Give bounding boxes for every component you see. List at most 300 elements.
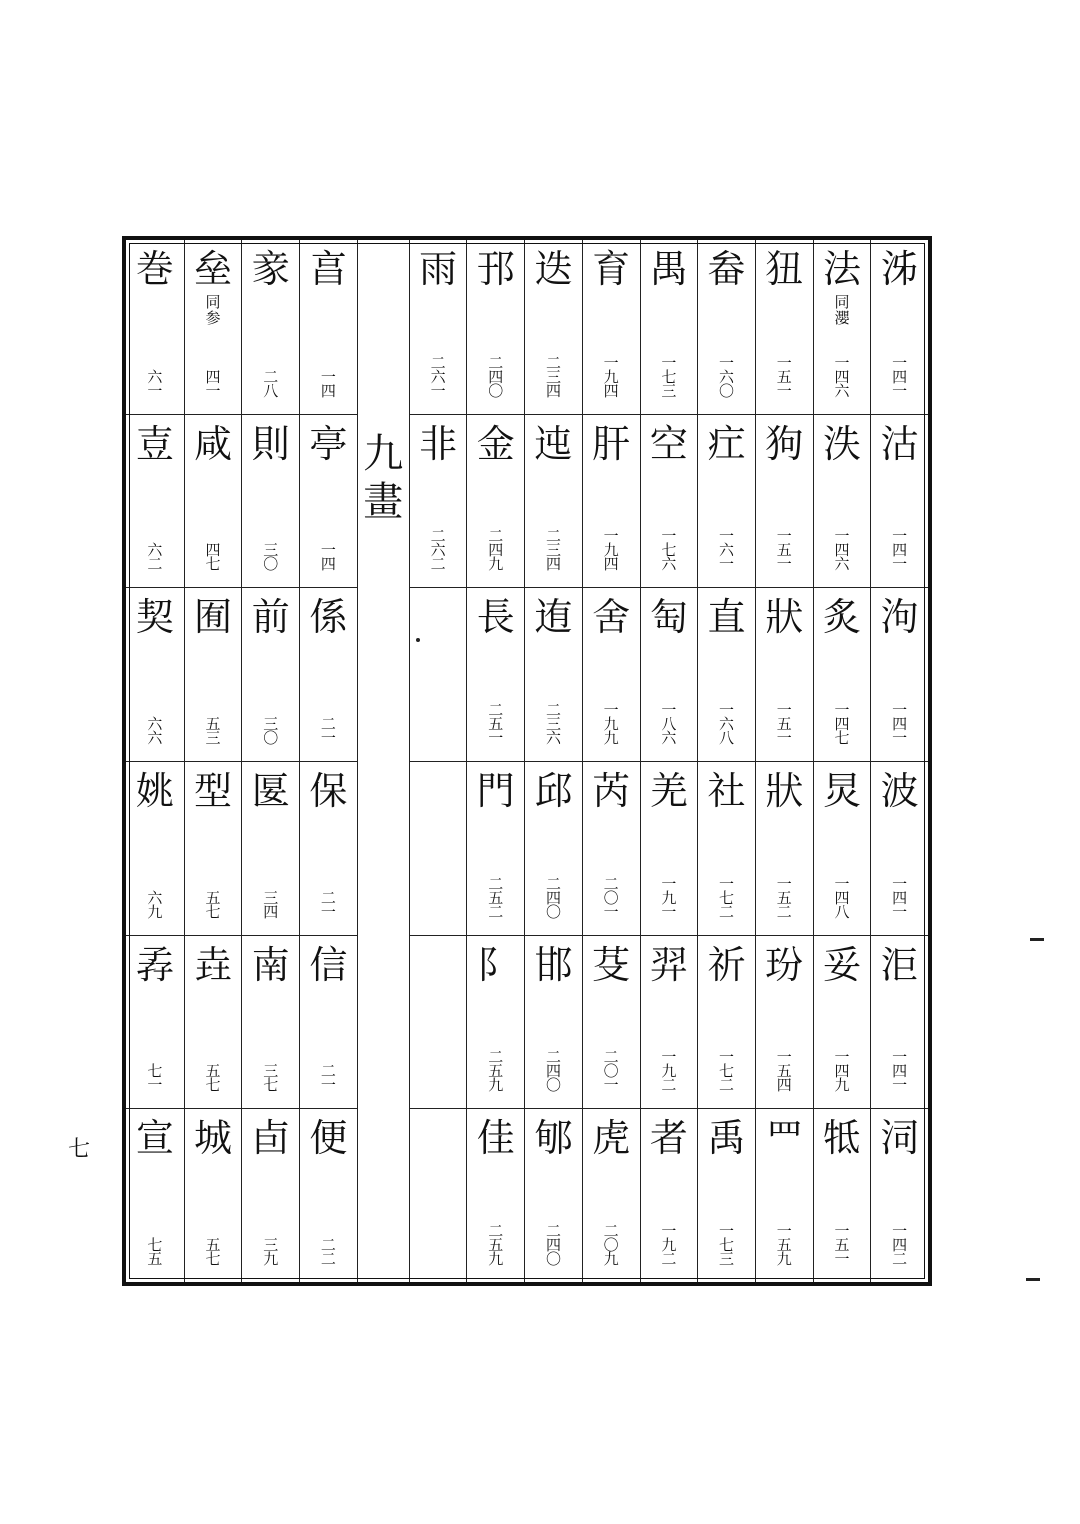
page-ref-digit: 六 (147, 367, 163, 386)
page-ref-digit: 二 (488, 700, 504, 719)
index-entry (583, 1108, 640, 1282)
page-ref-digit: 〇 (719, 381, 735, 400)
page-ref-digit: 九 (661, 888, 677, 907)
index-entry (126, 1108, 184, 1282)
heading-glyph: 九 (363, 431, 404, 477)
entry-page-ref (756, 527, 813, 574)
page-ref-digit: 五 (488, 888, 504, 907)
index-entry (871, 414, 928, 588)
entry-page-ref (525, 1048, 582, 1095)
index-entry (242, 587, 299, 761)
index-entry (185, 587, 242, 761)
page-ref-digit: 八 (719, 728, 735, 747)
entry-character: 雨 (419, 247, 458, 291)
index-entry (242, 935, 299, 1109)
entry-page-ref (126, 714, 184, 747)
page-ref-digit: 一 (892, 527, 908, 546)
page-ref-digit: 一 (776, 353, 792, 372)
page-ref-digit: 一 (776, 527, 792, 546)
entry-page-ref (871, 353, 928, 400)
page-ref-digit: 二 (488, 527, 504, 546)
page-ref-digit: 二 (545, 1221, 561, 1240)
entry-page-ref (185, 888, 242, 921)
page-ref-digit: 一 (430, 381, 446, 400)
entry-character: 虎 (592, 1116, 631, 1161)
index-entry (410, 1108, 467, 1282)
page-ref-digit: 四 (545, 888, 561, 907)
entry-character: 咸 (194, 421, 233, 466)
entry-page-ref (242, 888, 299, 921)
index-entry (525, 240, 582, 414)
page-ref-digit: 五 (776, 541, 792, 560)
page-ref-digit: 一 (892, 728, 908, 747)
page-ref-digit: 五 (776, 367, 792, 386)
index-entry (698, 761, 755, 935)
page-ref-digit: 七 (834, 728, 850, 747)
page-ref-digit: 一 (776, 381, 792, 400)
entry-page-ref (641, 1048, 698, 1095)
page-ref-digit: 四 (488, 541, 504, 560)
page-ref-digit: 九 (263, 1249, 279, 1268)
page-ref-digit: 〇 (603, 1062, 619, 1081)
entry-page-ref (698, 527, 755, 574)
page-ref-digit: 一 (661, 902, 677, 921)
page-ref-digit: 三 (719, 1249, 735, 1268)
page-ref-digit: 一 (661, 1221, 677, 1240)
index-entry (756, 935, 813, 1109)
index-entry (698, 587, 755, 761)
page-ref-digit: 〇 (603, 888, 619, 907)
entry-character: 迶 (534, 595, 573, 640)
section-heading (358, 430, 409, 526)
index-entry (641, 935, 698, 1109)
entry-character: 匋 (649, 595, 688, 640)
entry-character: 匽 (251, 769, 290, 813)
entry-character: 信 (309, 942, 348, 987)
index-entry (814, 1108, 871, 1282)
index-entry (583, 935, 640, 1109)
index-entry (467, 761, 524, 935)
entry-character: 金 (476, 421, 515, 466)
entry-character: 契 (135, 595, 174, 640)
page-ref-digit: 五 (776, 888, 792, 907)
index-column (184, 240, 242, 1282)
entry-character: 保 (309, 769, 348, 813)
index-entry (641, 414, 698, 588)
page-ref-digit: 六 (147, 541, 163, 560)
index-entry (410, 761, 467, 935)
index-entry (871, 935, 928, 1109)
entry-page-ref (756, 353, 813, 400)
page-ref-digit: 四 (320, 381, 336, 400)
index-entry (525, 1108, 582, 1282)
page-ref-digit: 二 (320, 1235, 336, 1254)
page-ref-digit: 一 (834, 1249, 850, 1268)
entry-page-ref (467, 527, 524, 574)
entry-page-ref (814, 700, 871, 747)
page-ref-digit: 四 (545, 555, 561, 574)
page-ref-digit: 九 (488, 1076, 504, 1095)
page-ref-digit: 九 (603, 714, 619, 733)
page-ref-digit: 二 (488, 1221, 504, 1240)
entry-character: 肝 (592, 421, 631, 466)
note-glyph: 瀴 (834, 309, 850, 327)
page-ref-digit: 一 (320, 902, 336, 921)
page-ref-digit: 四 (834, 367, 850, 386)
page-ref-digit: 三 (545, 541, 561, 560)
entry-page-ref (525, 353, 582, 400)
page-ref-digit: 一 (603, 527, 619, 546)
page-ref-digit: 一 (892, 353, 908, 372)
entry-page-ref (583, 527, 640, 574)
page-ref-digit: 二 (545, 1048, 561, 1067)
page-ref-digit: 二 (320, 888, 336, 907)
entry-page-ref (242, 1235, 299, 1268)
page-ref-digit: 一 (603, 902, 619, 921)
page-ref-digit: 一 (776, 1221, 792, 1240)
entry-page-ref (242, 1062, 299, 1095)
index-entry (126, 240, 184, 414)
page-ref-digit: 一 (661, 527, 677, 546)
page-ref-digit: 三 (545, 714, 561, 733)
page-ref-digit: 一 (892, 555, 908, 574)
entry-page-ref (641, 353, 698, 400)
entry-character: 孨 (135, 942, 174, 987)
page-ref-digit: 九 (661, 1235, 677, 1254)
entry-character: 芟 (592, 942, 631, 987)
page-ref-digit: 八 (263, 381, 279, 400)
page-ref-digit: 一 (776, 728, 792, 747)
index-entry (814, 414, 871, 588)
entry-page-ref (185, 541, 242, 574)
entry-character: 狃 (765, 247, 804, 291)
page-ref-digit: 一 (719, 353, 735, 372)
page-ref-digit: 七 (719, 1062, 735, 1081)
page-ref-digit: 四 (892, 367, 908, 386)
entry-page-ref (698, 700, 755, 747)
page-ref-digit: 一 (892, 700, 908, 719)
page-ref-digit: 三 (263, 1062, 279, 1081)
index-column (409, 240, 467, 1282)
page-ref-digit: 四 (834, 1062, 850, 1081)
entry-character: 非 (419, 421, 458, 466)
page-ref-digit: 九 (603, 728, 619, 747)
entry-page-ref (126, 367, 184, 400)
entry-character: 南 (251, 942, 290, 987)
entry-page-ref (242, 367, 299, 400)
page-ref-digit: 一 (834, 1048, 850, 1067)
index-entry (126, 935, 184, 1109)
index-entry (185, 761, 242, 935)
page-ref-digit: 二 (892, 1249, 908, 1268)
entry-character: 邯 (534, 942, 573, 987)
entry-page-ref (756, 700, 813, 747)
index-entry (641, 587, 698, 761)
page-ref-digit: 一 (719, 555, 735, 574)
index-entry (756, 240, 813, 414)
page-ref-digit: 六 (661, 728, 677, 747)
page-ref-digit: 五 (488, 1235, 504, 1254)
entry-character: 沽 (880, 421, 919, 466)
margin-mark (1030, 938, 1044, 941)
page-ref-digit: 九 (603, 367, 619, 386)
index-column (524, 240, 582, 1282)
entry-character: 泃 (880, 595, 919, 640)
entry-page-ref (814, 1221, 871, 1268)
page-ref-digit: 一 (719, 700, 735, 719)
entry-character: 便 (309, 1116, 348, 1161)
index-column (299, 240, 357, 1282)
entry-page-ref (583, 700, 640, 747)
entry-character: 社 (707, 769, 746, 813)
page-ref-digit: 〇 (603, 1235, 619, 1254)
page-ref-digit: 二 (430, 527, 446, 546)
page-ref-digit: 二 (661, 1249, 677, 1268)
page-ref-digit: 四 (892, 541, 908, 560)
entry-page-ref (467, 700, 524, 747)
page-ref-digit: 四 (488, 367, 504, 386)
entry-character: 宣 (135, 1116, 174, 1161)
page-ref-digit: 二 (661, 1076, 677, 1095)
page-ref-digit: 二 (545, 353, 561, 372)
entry-page-ref (641, 527, 698, 574)
page-ref-digit: 四 (834, 541, 850, 560)
index-entry (300, 1108, 357, 1282)
page-ref-digit: 九 (603, 1249, 619, 1268)
entry-character: 狀 (765, 595, 804, 640)
entry-page-ref (525, 874, 582, 921)
index-column (870, 240, 928, 1282)
entry-page-ref (641, 700, 698, 747)
page-ref-digit: 一 (892, 902, 908, 921)
entry-character: 邱 (534, 769, 573, 813)
index-entry (583, 414, 640, 588)
entry-page-ref (698, 1221, 755, 1268)
entry-character: 垒 (194, 247, 233, 291)
entry-page-ref (525, 527, 582, 574)
page-ref-digit: 二 (147, 555, 163, 574)
index-column (755, 240, 813, 1282)
page-ref-digit: 一 (147, 381, 163, 400)
entry-page-ref (126, 1062, 184, 1095)
page-ref-digit: 二 (488, 874, 504, 893)
index-entry (583, 587, 640, 761)
index-entry (467, 587, 524, 761)
entry-character: 狗 (765, 421, 804, 466)
entry-page-ref (300, 367, 357, 400)
page-ref-digit: 七 (719, 1235, 735, 1254)
index-entry (698, 1108, 755, 1282)
entry-character: 壴 (135, 421, 174, 466)
entry-character: 羿 (649, 942, 688, 987)
entry-character: 祈 (707, 942, 746, 987)
entry-page-ref (698, 874, 755, 921)
entry-page-ref (410, 527, 467, 574)
entry-page-ref (300, 888, 357, 921)
index-entry (242, 1108, 299, 1282)
page-ref-digit: 一 (488, 728, 504, 747)
entry-character: 佳 (476, 1116, 515, 1161)
entry-character: 泆 (822, 421, 861, 466)
page-ref-digit: 六 (147, 714, 163, 733)
page-ref-digit: 二 (488, 1048, 504, 1067)
page-ref-digit: 一 (834, 700, 850, 719)
index-entry (126, 414, 184, 588)
entry-page-ref (698, 1048, 755, 1095)
entry-character: 郇 (534, 1116, 573, 1161)
heading-glyph: 畫 (363, 479, 404, 525)
page-ref-digit: 二 (430, 555, 446, 574)
page-ref-digit: 一 (661, 353, 677, 372)
entry-character: 泲 (880, 247, 919, 291)
page-ref-digit: 三 (263, 1235, 279, 1254)
page-ref-digit: 四 (263, 902, 279, 921)
entry-page-ref (698, 353, 755, 400)
page-ref-digit: 一 (320, 1076, 336, 1095)
note-glyph: 同 (205, 293, 221, 311)
page-ref-digit: 一 (776, 555, 792, 574)
index-entry (641, 1108, 698, 1282)
index-entry (756, 414, 813, 588)
page-ref-digit: 六 (834, 381, 850, 400)
page-ref-digit: 九 (834, 1076, 850, 1095)
page-ref-digit: 一 (892, 1221, 908, 1240)
ink-dot (416, 638, 420, 642)
page-ref-digit: 二 (263, 367, 279, 386)
note-glyph: 参 (205, 309, 221, 327)
page-ref-digit: 四 (205, 367, 221, 386)
index-entry (242, 414, 299, 588)
page-ref-digit: 一 (719, 874, 735, 893)
page-ref-digit: 四 (205, 541, 221, 560)
entry-character: 法 (822, 247, 861, 291)
entry-page-ref (185, 714, 242, 747)
entry-page-ref (300, 714, 357, 747)
page-ref-digit: 一 (661, 874, 677, 893)
page-ref-digit: 五 (776, 1062, 792, 1081)
entry-character: 玢 (765, 942, 804, 987)
index-entry (525, 935, 582, 1109)
page-ref-digit: 〇 (545, 1249, 561, 1268)
page-ref-digit: 七 (205, 555, 221, 574)
entry-character: 迍 (534, 421, 573, 466)
entry-character: 直 (707, 595, 746, 640)
entry-character: 前 (251, 595, 290, 640)
entry-character: 亭 (309, 421, 348, 466)
page-ref-digit: 五 (488, 1062, 504, 1081)
page-ref-digit: 〇 (263, 555, 279, 574)
entry-character: 罒 (765, 1116, 804, 1161)
page-ref-digit: 二 (545, 700, 561, 719)
entry-character: 巻 (135, 247, 174, 291)
page-ref-digit: 一 (147, 1076, 163, 1095)
page-ref-digit: 一 (320, 728, 336, 747)
index-entry (300, 761, 357, 935)
entry-note (185, 294, 242, 326)
index-entry (756, 1108, 813, 1282)
page-ref-digit: 一 (834, 353, 850, 372)
page-ref-digit: 二 (603, 1221, 619, 1240)
index-column (813, 240, 871, 1282)
entry-character: 型 (194, 769, 233, 813)
page-ref-digit: 一 (892, 1076, 908, 1095)
entry-page-ref (756, 1048, 813, 1095)
page-ref-digit: 五 (205, 888, 221, 907)
index-table-frame (122, 236, 932, 1286)
index-entry (467, 414, 524, 588)
page-ref-digit: 七 (205, 1249, 221, 1268)
entry-page-ref (126, 888, 184, 921)
index-entry (641, 761, 698, 935)
entry-character: 羌 (649, 769, 688, 813)
index-entry (814, 587, 871, 761)
entry-character: 邘 (476, 247, 515, 291)
page-ref-digit: 二 (488, 353, 504, 372)
index-entry (641, 240, 698, 414)
index-entry (871, 1108, 928, 1282)
index-entry (126, 761, 184, 935)
page-ref-digit: 五 (776, 1235, 792, 1254)
entry-character: 禹 (707, 1116, 746, 1161)
entry-page-ref (467, 874, 524, 921)
entry-page-ref (467, 353, 524, 400)
page-ref-digit: 〇 (545, 902, 561, 921)
entry-character: 炙 (822, 595, 861, 640)
entry-character: 舍 (592, 595, 631, 640)
page-ref-digit: 三 (661, 381, 677, 400)
page-ref-digit: 七 (205, 1076, 221, 1095)
index-entry (871, 761, 928, 935)
index-entry (756, 587, 813, 761)
page-ref-digit: 六 (430, 367, 446, 386)
entry-character: 卣 (251, 1116, 290, 1161)
page-ref-digit: 九 (147, 902, 163, 921)
page-ref-digit: 四 (834, 888, 850, 907)
page-ref-digit: 八 (834, 902, 850, 921)
page-ref-digit: 七 (147, 1235, 163, 1254)
entry-character: 阝 (476, 942, 515, 987)
index-entry (185, 240, 242, 414)
index-entry (756, 761, 813, 935)
page-ref-digit: 九 (661, 1062, 677, 1081)
entry-character: 城 (194, 1116, 233, 1161)
entry-page-ref (126, 541, 184, 574)
entry-page-ref (300, 1062, 357, 1095)
page-ref-digit: 六 (147, 888, 163, 907)
entry-page-ref (814, 1048, 871, 1095)
page-ref-digit: 六 (719, 714, 735, 733)
entry-character: 炅 (822, 769, 861, 813)
page-ref-digit: 四 (545, 381, 561, 400)
index-entry (525, 761, 582, 935)
entry-page-ref (871, 700, 928, 747)
index-column (640, 240, 698, 1282)
page-ref-digit: 五 (205, 714, 221, 733)
entry-page-ref (756, 1221, 813, 1268)
page-ref-digit: 一 (603, 353, 619, 372)
entry-page-ref (525, 1221, 582, 1268)
index-entry (242, 761, 299, 935)
index-entry (185, 414, 242, 588)
page-ref-digit: 四 (776, 1076, 792, 1095)
entry-character: 迭 (534, 247, 573, 291)
page-ref-digit: 〇 (488, 381, 504, 400)
entry-page-ref (410, 353, 467, 400)
entry-page-ref (814, 874, 871, 921)
page-ref-digit: 一 (892, 381, 908, 400)
page-ref-digit: 二 (776, 902, 792, 921)
entry-character: 芮 (592, 769, 631, 813)
